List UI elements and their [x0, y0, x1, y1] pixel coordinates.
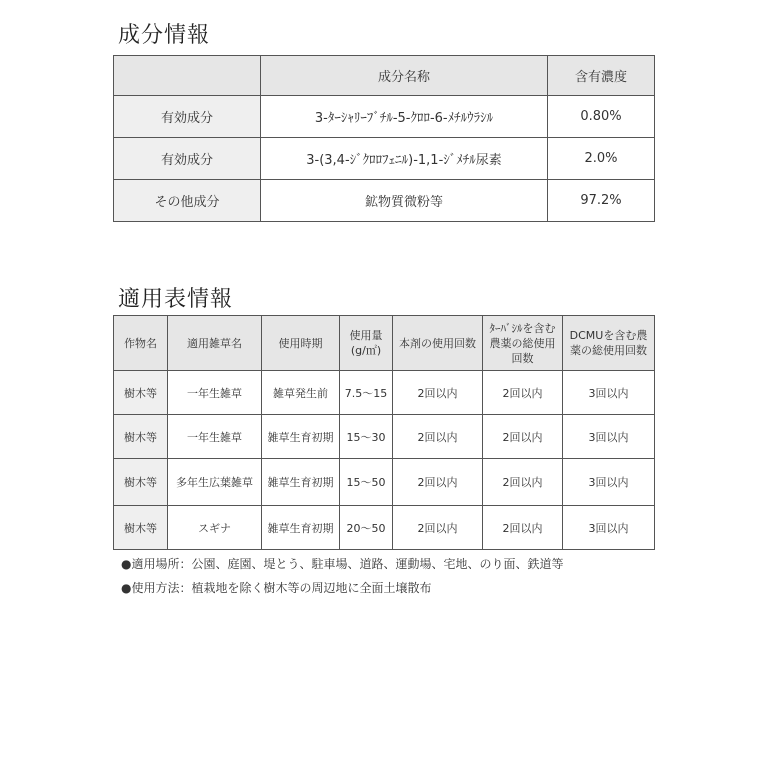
- dcmu-cell: 3回以内: [563, 415, 655, 459]
- note-usage-method: ●使用方法：植栽地を除く樹木等の周辺地に全面土壌散布: [121, 581, 432, 595]
- crop-cell: 樹木等: [114, 415, 168, 459]
- amount-cell: 20～50: [340, 506, 393, 550]
- composition-title: 成分情報: [118, 23, 211, 48]
- header-amount-line2: (g/㎡): [350, 344, 382, 357]
- header-terbacil: [483, 316, 563, 371]
- ingredient-category: 有効成分: [114, 138, 261, 180]
- amount-cell: 15～50: [340, 459, 393, 506]
- terbacil-cell: 2回以内: [483, 371, 563, 415]
- weed-cell: スギナ: [168, 506, 262, 550]
- terbacil-cell: 2回以内: [483, 459, 563, 506]
- timing-cell: 雑草生育初期: [262, 506, 340, 550]
- weed-cell: 一年生雑草: [168, 371, 262, 415]
- crop-cell: 樹木等: [114, 371, 168, 415]
- header-weed: 適用雑草名: [168, 316, 262, 371]
- header-concentration: 含有濃度: [548, 56, 655, 96]
- dcmu-cell: 3回以内: [563, 371, 655, 415]
- header-ingredient-name: 成分名称: [261, 56, 548, 96]
- dcmu-cell: 3回以内: [563, 506, 655, 550]
- table-row: [114, 506, 655, 550]
- ingredient-name: 3-(3,4-ｼﾞｸﾛﾛﾌｪﾆﾙ)-1,1-ｼﾞﾒﾁﾙ尿素: [261, 138, 548, 180]
- ingredient-concentration: 97.2%: [548, 180, 655, 222]
- application-table: [113, 315, 655, 550]
- terbacil-cell: 2回以内: [483, 506, 563, 550]
- header-amount-line1: 使用量: [349, 329, 383, 342]
- ingredient-concentration: 2.0%: [548, 138, 655, 180]
- composition-table: [113, 55, 655, 222]
- header-uses: 本剤の使用回数: [393, 316, 483, 371]
- ingredient-name: 3-ﾀｰｼｬﾘｰﾌﾞﾁﾙ-5-ｸﾛﾛ-6-ﾒﾁﾙｳﾗｼﾙ: [261, 96, 548, 138]
- header-dcmu-line1: DCMUを含む農: [569, 329, 648, 342]
- timing-cell: 雑草生育初期: [262, 459, 340, 506]
- ingredient-name: 鉱物質微粉等: [261, 180, 548, 222]
- uses-cell: 2回以内: [393, 459, 483, 506]
- crop-cell: 樹木等: [114, 459, 168, 506]
- table-row: [114, 138, 655, 180]
- header-timing: 使用時期: [262, 316, 340, 371]
- ingredient-concentration: 0.80%: [548, 96, 655, 138]
- amount-cell: 7.5～15: [340, 371, 393, 415]
- header-terbacil-line3: 回数: [511, 351, 534, 365]
- weed-cell: 多年生広葉雑草: [168, 459, 262, 506]
- header-terbacil-line1: ﾀｰﾊﾞｼﾙを含む: [489, 321, 556, 335]
- header-amount: [340, 316, 393, 371]
- ingredient-category: その他成分: [114, 180, 261, 222]
- header-terbacil-line2: 農薬の総使用: [489, 336, 556, 350]
- timing-cell: 雑草生育初期: [262, 415, 340, 459]
- table-row: [114, 415, 655, 459]
- amount-cell: 15～30: [340, 415, 393, 459]
- terbacil-cell: 2回以内: [483, 415, 563, 459]
- ingredient-category: 有効成分: [114, 96, 261, 138]
- weed-cell: 一年生雑草: [168, 415, 262, 459]
- header-crop: 作物名: [114, 316, 168, 371]
- table-row: [114, 371, 655, 415]
- header-dcmu-line2: 薬の総使用回数: [570, 344, 647, 357]
- timing-cell: 雑草発生前: [262, 371, 340, 415]
- table-header-row: [114, 316, 655, 371]
- table-row: [114, 96, 655, 138]
- usage-notes: [121, 552, 563, 600]
- note-application-site: ●適用場所：公園、庭園、堤とう、駐車場、道路、運動場、宅地、のり面、鉄道等: [121, 557, 564, 571]
- table-row: [114, 180, 655, 222]
- application-title: 適用表情報: [118, 287, 234, 312]
- table-header-row: [114, 56, 655, 96]
- table-row: [114, 459, 655, 506]
- header-empty: [114, 56, 261, 96]
- header-dcmu: [563, 316, 655, 371]
- uses-cell: 2回以内: [393, 415, 483, 459]
- uses-cell: 2回以内: [393, 506, 483, 550]
- uses-cell: 2回以内: [393, 371, 483, 415]
- crop-cell: 樹木等: [114, 506, 168, 550]
- dcmu-cell: 3回以内: [563, 459, 655, 506]
